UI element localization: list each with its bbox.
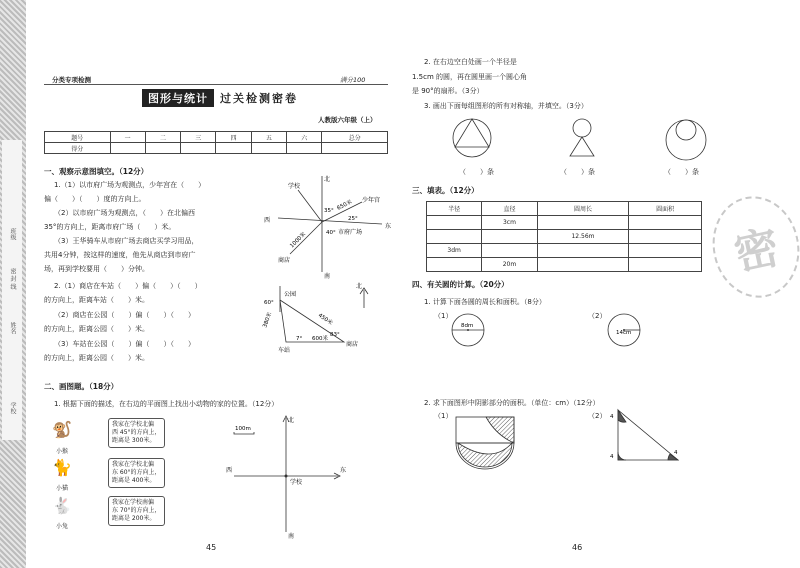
page-number-right: 46 [572, 543, 583, 552]
fill-cell[interactable] [629, 230, 702, 244]
fill-cell[interactable] [537, 244, 629, 258]
series-label: 分类专项检测 [52, 76, 91, 84]
table-row [427, 244, 702, 258]
title-banner [142, 90, 298, 106]
score-cell[interactable] [287, 143, 322, 154]
p2-label: （2） [588, 412, 607, 420]
d1-a40: 40° [326, 230, 336, 236]
fill-cell[interactable] [537, 258, 629, 272]
title-box: 图形与统计 [142, 89, 214, 107]
section3-title: 三、填表。（12分） [412, 186, 479, 195]
animal-card [108, 458, 165, 488]
school-point [285, 475, 288, 478]
fill-cell[interactable] [427, 230, 482, 244]
p1-label: （1） [434, 412, 453, 420]
animal-name: 小猫 [56, 485, 69, 492]
fill-header: 圆面积 [629, 202, 702, 216]
sym-blank[interactable]: （ ）条 [459, 168, 494, 176]
d2-380: 380米 [262, 311, 274, 329]
card-line: 我家在学校北偏 [112, 421, 155, 428]
fill-cell[interactable] [482, 230, 537, 244]
binding-seal-label: 密 封 线 [9, 268, 16, 290]
score-row-label: 得分 [45, 143, 111, 154]
section4-title: 四、有关圆的计算。（20分） [412, 280, 509, 289]
table-row [45, 143, 388, 154]
score-header: 六 [287, 132, 322, 143]
score-cell[interactable] [322, 143, 388, 154]
fill-cell[interactable] [537, 216, 629, 230]
table-row [45, 132, 388, 143]
symmetry-figures [452, 116, 712, 166]
q1-line: 35°的方向上，距离市府广场（ ）米。 [44, 223, 176, 231]
fill-cell[interactable]: 20m [482, 258, 537, 272]
d1-a35: 35° [324, 208, 334, 214]
section1-title: 一、观察示意图填空。（12分） [44, 167, 149, 176]
d2-a83: 83° [330, 332, 340, 338]
d1-a25: 25° [348, 216, 358, 222]
score-cell[interactable] [110, 143, 145, 154]
card-line: 东 70°的方向上， [112, 507, 161, 514]
compass-diagram [252, 172, 397, 280]
q3-text: 1. 根据下面的描述，在右边的平面图上找出小动物的家的位置。（12分） [54, 400, 279, 408]
section2-title: 二、画图题。（18分） [44, 382, 119, 391]
score-cell[interactable] [145, 143, 180, 154]
map-school: 学校 [290, 479, 303, 486]
animal-name: 小猴 [56, 448, 69, 455]
table-row [427, 258, 702, 272]
d1-shop: 商店 [278, 257, 291, 264]
score-header: 三 [181, 132, 216, 143]
q1-line: 1.（1）以市府广场为观测点，少年宫在（ ） [54, 181, 206, 189]
circle2-label: （2） [588, 312, 607, 320]
d1-plaza: 市府广场 [338, 229, 363, 236]
page-number-left: 45 [206, 543, 217, 552]
d1-650: 650米 [336, 199, 354, 212]
fill-header: 直径 [482, 202, 537, 216]
card-line: 西 45°的方向上， [112, 429, 161, 436]
left-page [30, 0, 402, 568]
circle1-figure [450, 312, 486, 348]
score-table [44, 131, 388, 154]
binding-blank-area [2, 140, 22, 440]
d2-a60: 60° [264, 300, 274, 306]
animal-card [108, 496, 165, 526]
q1-line: 场，再到学校要用（ ）分钟。 [44, 265, 149, 273]
score-total-label: 满分100 [340, 76, 366, 84]
fill-cell[interactable] [427, 258, 482, 272]
q42-text: 2. 求下面图形中阴影部分的面积。（单位：cm）（12分） [424, 399, 600, 407]
tri-label: 4 [674, 450, 678, 456]
shaded-figure-2 [598, 404, 688, 466]
score-header: 二 [145, 132, 180, 143]
card-line: 距离是 400米。 [112, 477, 156, 484]
d2-shop: 商店 [346, 341, 359, 348]
table-row [427, 216, 702, 230]
score-cell[interactable] [216, 143, 251, 154]
binding-class-label: 班级 [9, 228, 16, 240]
card-line: 我家在学校北偏 [112, 461, 155, 468]
score-header: 四 [216, 132, 251, 143]
monkey-icon: 🐒 [52, 420, 72, 439]
binding-school-label: 学校 [9, 402, 16, 414]
d2-a7: 7° [296, 336, 303, 342]
rabbit-icon: 🐇 [52, 496, 72, 515]
map-west: 西 [226, 467, 233, 474]
fill-table [426, 201, 702, 272]
binding-name-label: 姓名 [9, 322, 16, 334]
score-cell[interactable] [251, 143, 286, 154]
score-header: 题号 [45, 132, 111, 143]
q2-line: （3）车站在公园（ ）偏（ ）（ ） [54, 340, 195, 348]
card-line: 距离是 300米。 [112, 437, 156, 444]
q41-text: 1. 计算下面各圆的周长和面积。（8分） [424, 298, 546, 306]
sym-blank[interactable]: （ ）条 [664, 168, 699, 176]
q2-line: （2）商店在公园（ ）偏（ ）（ ） [54, 311, 195, 319]
d1-west: 西 [264, 217, 271, 224]
circle2-value: 14cm [616, 330, 632, 336]
r-q2-line: 是 90°的扇形。（3分） [412, 87, 484, 95]
fill-cell[interactable]: 3dm [427, 244, 482, 258]
fill-cell[interactable] [629, 258, 702, 272]
binding-strip [0, 0, 26, 568]
q1-line: 共用4分钟，按这样的速度，他先从商店到市府广 [44, 251, 196, 259]
card-line: 距离是 200米。 [112, 515, 156, 522]
d1-1000: 1000米 [289, 231, 308, 250]
d1-east: 东 [385, 223, 392, 230]
table-row [427, 202, 702, 216]
tri-label: 4 [610, 414, 614, 420]
map-east: 东 [340, 467, 347, 474]
fill-cell[interactable]: 3cm [482, 216, 537, 230]
tri-label: 4 [610, 454, 614, 460]
q2-line: 的方向上，距离车站（ ）米。 [44, 296, 149, 304]
d1-palace: 少年宫 [362, 197, 381, 204]
score-header: 五 [251, 132, 286, 143]
fill-cell[interactable] [629, 216, 702, 230]
d1-south: 南 [324, 273, 331, 280]
header-divider [44, 84, 388, 85]
d1-north: 北 [324, 176, 331, 183]
d2-450: 450米 [316, 312, 334, 327]
triangle-diagram [252, 282, 397, 354]
q1-line: 偏（ ）（ ）度的方向上。 [44, 195, 146, 203]
animal-name: 小兔 [56, 523, 69, 530]
r-q2-line: 2. 在右边空白处画一个半径是 [424, 58, 517, 66]
animal-card [108, 418, 165, 448]
d2-park: 公园 [284, 291, 297, 298]
map-scale: 100m [235, 426, 251, 432]
score-header: 一 [110, 132, 145, 143]
stamp-text: 密 [730, 221, 784, 281]
circle1-value: 8dm [461, 323, 474, 329]
cat-icon: 🐈 [52, 458, 72, 477]
card-line: 我家在学校南偏 [112, 499, 155, 506]
map-north: 北 [288, 417, 295, 424]
card-line: 东 60°的方向上， [112, 469, 161, 476]
q1-line: （3）王华骑车从市府广场去商店买学习用品， [54, 237, 199, 245]
d1-school: 学校 [288, 183, 301, 190]
fill-cell[interactable] [629, 244, 702, 258]
title-text: 过关检测密卷 [220, 92, 298, 105]
q2-line: 2.（1）商店在车站（ ）偏（ ）（ ） [54, 282, 202, 290]
fill-cell[interactable] [427, 216, 482, 230]
d2-600: 600米 [312, 336, 328, 342]
d2-station: 车站 [278, 347, 291, 354]
edition-label: 人教版六年级（上） [318, 116, 377, 124]
r-q2-line: 1.5cm 的圆，再在圆里画一个圆心角 [412, 73, 528, 81]
q1-line: （2）以市府广场为观测点，（ ）在北偏西 [54, 209, 195, 217]
table-row [427, 230, 702, 244]
fill-header: 半径 [427, 202, 482, 216]
circle2-figure [606, 312, 642, 348]
fill-cell[interactable]: 12.56m [537, 230, 629, 244]
d2-north: 北 [356, 283, 363, 290]
q2-line: 的方向上，距离公园（ ）米。 [44, 325, 149, 333]
fill-header: 圆周长 [537, 202, 629, 216]
r-q3-line: 3. 画出下面每组图形的所有对称轴，并填空。（3分） [424, 102, 588, 110]
shaded-figure-1 [452, 413, 522, 473]
plan-map[interactable] [226, 412, 356, 540]
circle1-label: （1） [434, 312, 453, 320]
sym-blank[interactable]: （ ）条 [560, 168, 595, 176]
score-header: 总分 [322, 132, 388, 143]
q2-line: 的方向上，距离公园（ ）米。 [44, 354, 149, 362]
fill-cell[interactable] [482, 244, 537, 258]
map-south: 南 [288, 533, 295, 540]
score-cell[interactable] [181, 143, 216, 154]
